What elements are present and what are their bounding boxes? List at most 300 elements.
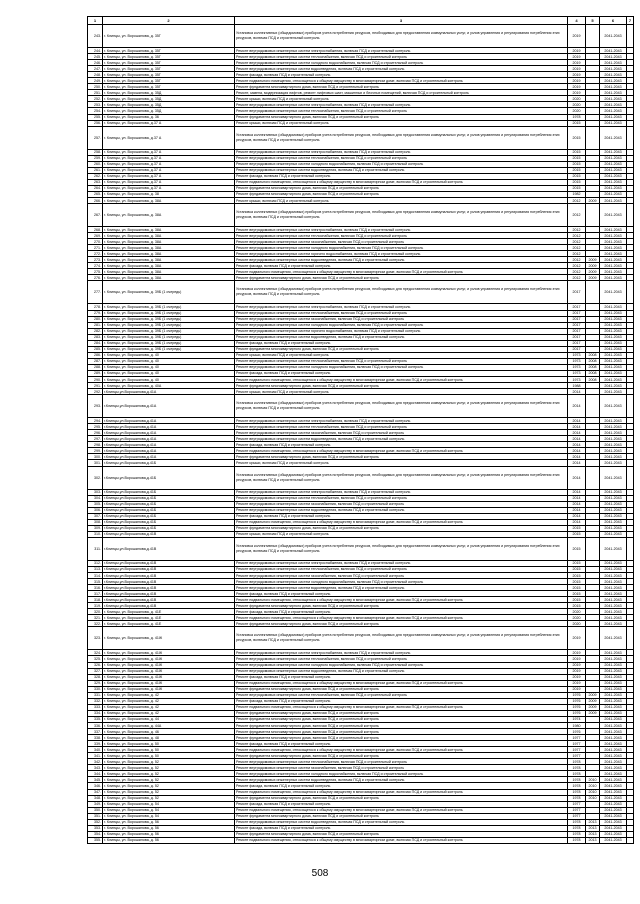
address-cell: г. Клинцы, ул. Ворошилова, д.37 А xyxy=(103,161,235,167)
address-cell: г. Клинцы, ул. Ворошилова, д. 38А xyxy=(103,227,235,233)
planned-period-cell: 2041-2043 xyxy=(600,395,627,418)
address-cell: г.Клинцы,ул.Ворошилова,д.41В xyxy=(103,597,235,603)
row-number: 329. xyxy=(88,680,103,686)
work-type-cell: Ремонт фасада, включая ПСД и строительный контроль xyxy=(235,173,568,179)
address-cell: г. Клинцы, ул. Ворошилова, д. 41Ж xyxy=(103,668,235,674)
planned-period-cell: 2041-2043 xyxy=(600,239,627,245)
address-cell: г.Клинцы,ул.Ворошилова,д.41В xyxy=(103,579,235,585)
year-built-cell: 2012 xyxy=(568,263,586,269)
table-row xyxy=(88,537,634,560)
address-cell: г. Клинцы, ул. Ворошилова, д. 42 xyxy=(103,692,235,698)
address-cell: г.Клинцы,ул.Ворошилова,д.41Б xyxy=(103,489,235,495)
planned-period-cell: 2041-2043 xyxy=(600,560,627,566)
row-number: 315. xyxy=(88,579,103,585)
row-number: 246. xyxy=(88,60,103,66)
address-cell: г. Клинцы, ул. Ворошилова, д. 35Д xyxy=(103,108,235,114)
address-cell: г. Клинцы, ул. Ворошилова, д. 50 xyxy=(103,747,235,753)
planned-period-cell: 2041-2043 xyxy=(600,227,627,233)
last-repair-year-cell: 2008 xyxy=(586,352,600,358)
work-type-cell: Ремонт внутридомовых инженерных систем теплоснабжения, включая ПСД и строительный контроль xyxy=(235,566,568,572)
row-number: 303. xyxy=(88,489,103,495)
work-type-cell: Ремонт подвального помещения, относящегося к общему имуществу в многоквартирном доме, включая ПСД и строительный контроль xyxy=(235,519,568,525)
row-number: 298. xyxy=(88,442,103,448)
work-type-cell: Ремонт внутридомовых инженерных систем холодного водоснабжения, включая ПСД и строительный контроль xyxy=(235,364,568,370)
row-number: 310. xyxy=(88,531,103,537)
last-repair-year-cell: 2008 xyxy=(586,358,600,364)
row-number: 270. xyxy=(88,239,103,245)
address-cell: г. Клинцы, ул. Ворошилова, д. 38А xyxy=(103,269,235,275)
year-built-cell: 2019 xyxy=(568,60,586,66)
work-type-cell: Ремонт внутридомовых инженерных систем теплоснабжения, включая ПСД и строительный контроль xyxy=(235,495,568,501)
last-repair-year-cell: 2010 xyxy=(586,789,600,795)
work-type-cell: Ремонт внутридомовых инженерных систем холодного водоснабжения, включая ПСД и строительный контроль xyxy=(235,161,568,167)
work-type-cell: Ремонт внутридомовых инженерных систем водоотведения, включая ПСД и строительный контроль xyxy=(235,66,568,72)
year-built-cell: 2015 xyxy=(568,531,586,537)
row-number: 343. xyxy=(88,765,103,771)
address-cell: г. Клинцы, ул. Ворошилова, д. 52 xyxy=(103,795,235,801)
row-number: 279. xyxy=(88,310,103,316)
row-number: 300. xyxy=(88,454,103,460)
address-cell: г.Клинцы,ул.Ворошилова,д.41Б xyxy=(103,507,235,513)
work-type-cell: Ремонт крыши, включая ПСД и строительный контроль xyxy=(235,120,568,126)
year-built-cell: 2017 xyxy=(568,328,586,334)
row-number: 311. xyxy=(88,537,103,560)
last-repair-year-cell: 2008 xyxy=(586,377,600,383)
work-type-cell: Ремонт внутридомовых инженерных систем холодного водоснабжения, включая ПСД и строительный контроль xyxy=(235,662,568,668)
row-number: 338. xyxy=(88,735,103,741)
last-repair-year-cell: 2013 xyxy=(586,831,600,837)
work-type-cell: Ремонт внутридомовых инженерных систем водоотведения, включая ПСД и строительный контроль xyxy=(235,167,568,173)
row-number: 321. xyxy=(88,615,103,621)
work-type-cell: Ремонт фасада, включая ПСД и строительный контроль xyxy=(235,72,568,78)
work-type-cell: Ремонт внутридомовых инженерных систем холодного водоснабжения, включая ПСД и строительный контроль xyxy=(235,60,568,66)
year-built-cell: 2020 xyxy=(568,621,586,627)
address-cell: г.Клинцы,ул.Ворошилова,д.41А xyxy=(103,389,235,395)
address-cell: г. Клинцы, ул. Ворошилова, д. 39Б (1 очередь) xyxy=(103,316,235,322)
row-number: 287. xyxy=(88,358,103,364)
work-type-cell: Ремонт фундамента многоквартирного дома, включая ПСД и строительный контроль xyxy=(235,191,568,197)
address-cell: г. Клинцы, ул. Ворошилова, д. 36 xyxy=(103,114,235,120)
address-cell: г. Клинцы, ул. Ворошилова, д. 35Г xyxy=(103,84,235,90)
planned-period-cell: 2041-2043 xyxy=(600,489,627,495)
row-number: 304. xyxy=(88,495,103,501)
last-repair-year-cell: 2008 xyxy=(586,370,600,376)
last-repair-year-cell: 2008 xyxy=(586,364,600,370)
year-built-cell: 2017 xyxy=(568,281,586,304)
year-built-cell: 2014 xyxy=(568,501,586,507)
row-number: 288. xyxy=(88,364,103,370)
planned-period-cell: 2041-2043 xyxy=(600,263,627,269)
page-number: 508 xyxy=(311,868,329,879)
year-built-cell: 2020 xyxy=(568,96,586,102)
last-repair-year-cell: 2013 xyxy=(586,825,600,831)
work-type-cell: Ремонт внутридомовых инженерных систем водоотведения, включая ПСД и строительный контроль xyxy=(235,668,568,674)
row-number: 351. xyxy=(88,813,103,819)
year-built-cell: 2014 xyxy=(568,454,586,460)
year-built-cell: 2019 xyxy=(568,48,586,54)
year-built-cell: 2012 xyxy=(568,204,586,227)
year-built-cell: 2015 xyxy=(568,566,586,572)
year-built-cell: 1977 xyxy=(568,813,586,819)
address-cell: г. Клинцы, ул. Ворошилова, д. 39Б (1 очередь) xyxy=(103,328,235,334)
year-built-cell: 2015 xyxy=(568,161,586,167)
row-number: 305. xyxy=(88,501,103,507)
address-cell: г. Клинцы, ул. Ворошилова, д. 39Б (1 очередь) xyxy=(103,310,235,316)
year-built-cell: 2014 xyxy=(568,430,586,436)
planned-period-cell: 2041-2043 xyxy=(600,155,627,161)
planned-period-cell: 2041-2043 xyxy=(600,257,627,263)
year-built-cell: 2015 xyxy=(568,585,586,591)
table-row xyxy=(88,395,634,418)
last-repair-year-cell xyxy=(586,25,600,48)
address-cell: г. Клинцы, ул. Ворошилова, д. 40 xyxy=(103,370,235,376)
year-built-cell: 2014 xyxy=(568,442,586,448)
planned-period-cell: 2041-2043 xyxy=(600,245,627,251)
year-built-cell: 1978 xyxy=(568,795,586,801)
planned-period-cell: 2041-2043 xyxy=(600,102,627,108)
address-cell: г. Клинцы, ул. Ворошилова, д. 52 xyxy=(103,777,235,783)
address-cell: г. Клинцы, ул. Ворошилова, д.37 А xyxy=(103,126,235,149)
last-repair-year-cell xyxy=(586,466,600,489)
row-number: 334. xyxy=(88,710,103,716)
address-cell: г. Клинцы, ул. Ворошилова, д. 41Ж xyxy=(103,656,235,662)
planned-period-cell: 2041-2043 xyxy=(600,352,627,358)
work-type-cell: Ремонт внутридомовых инженерных систем холодного водоснабжения, включая ПСД и строительный контроль xyxy=(235,245,568,251)
year-built-cell: 2017 xyxy=(568,340,586,346)
planned-period-cell: 2041-2043 xyxy=(600,383,627,389)
year-built-cell: 2015 xyxy=(568,597,586,603)
address-cell: г. Клинцы, ул. Ворошилова, д. 38А xyxy=(103,263,235,269)
planned-period-cell: 2041-2043 xyxy=(600,346,627,352)
address-cell: г. Клинцы, ул. Ворошилова, д. 41Ж xyxy=(103,680,235,686)
planned-period-cell: 2041-2043 xyxy=(600,424,627,430)
year-built-cell: 2012 xyxy=(568,251,586,257)
year-built-cell: 2019 xyxy=(568,656,586,662)
year-built-cell: 1988 xyxy=(568,383,586,389)
address-cell: г.Клинцы,ул.Ворошилова,д.41В xyxy=(103,560,235,566)
work-type-cell: Ремонт внутридомовых инженерных систем газоснабжения, включая ПСД и строительный контроль xyxy=(235,239,568,245)
empty-cell xyxy=(627,281,634,304)
year-built-cell: 2019 xyxy=(568,25,586,48)
empty-cell xyxy=(627,25,634,48)
work-type-cell: Ремонт внутридомовых инженерных систем теплоснабжения, включая ПСД и строительный контроль xyxy=(235,310,568,316)
work-type-cell: Установка коллективных (общедомовых) приборов учета потребления ресурсов, необходимых для предоставления коммунальных услуг, и узлов управления и регулирования потребления этих ресурсов, включая ПСД и строительный контроль xyxy=(235,204,568,227)
planned-period-cell: 2041-2043 xyxy=(600,60,627,66)
planned-period-cell: 2041-2043 xyxy=(600,650,627,656)
row-number: 252. xyxy=(88,96,103,102)
address-cell: г. Клинцы, ул. Ворошилова, д. 38А xyxy=(103,233,235,239)
planned-period-cell: 2041-2043 xyxy=(600,609,627,615)
address-cell: г.Клинцы,ул.Ворошилова,д.41Б xyxy=(103,460,235,466)
planned-period-cell: 2041-2043 xyxy=(600,466,627,489)
planned-period-cell: 2041-2043 xyxy=(600,161,627,167)
planned-period-cell: 2041-2043 xyxy=(600,436,627,442)
row-number: 313. xyxy=(88,566,103,572)
address-cell: г.Клинцы,ул.Ворошилова,д.41Б xyxy=(103,495,235,501)
row-number: 331. xyxy=(88,692,103,698)
year-built-cell: 2020 xyxy=(568,102,586,108)
last-repair-year-cell: 2009 xyxy=(586,692,600,698)
row-number: 264. xyxy=(88,185,103,191)
address-cell: г. Клинцы, ул. Ворошилова, д. 52 xyxy=(103,789,235,795)
work-type-cell: Установка коллективных (общедомовых) приборов учета потребления ресурсов, необходимых для предоставления коммунальных услуг, и узлов управления и регулирования потребления этих ресурсов, включая ПСД и строительный контроль xyxy=(235,627,568,650)
work-type-cell: Ремонт фундамента многоквартирного дома, включая ПСД и строительный контроль xyxy=(235,383,568,389)
year-built-cell: 1974 xyxy=(568,716,586,722)
address-cell: г. Клинцы, ул. Ворошилова, д. 50 xyxy=(103,741,235,747)
address-cell: г.Клинцы,ул.Ворошилова,д.41В xyxy=(103,573,235,579)
address-cell: г. Клинцы, ул. Ворошилова, д. 52 xyxy=(103,759,235,765)
last-repair-year-cell: 2009 xyxy=(586,197,600,203)
planned-period-cell: 2041-2043 xyxy=(600,310,627,316)
address-cell: г.Клинцы,ул.Ворошилова,д.41В xyxy=(103,537,235,560)
planned-period-cell: 2041-2043 xyxy=(600,507,627,513)
address-cell: г. Клинцы, ул. Ворошилова, д. 41Ж xyxy=(103,627,235,650)
last-repair-year-cell: 2009 xyxy=(586,257,600,263)
work-type-cell: Ремонт внутридомовых инженерных систем теплоснабжения, включая ПСД и строительный контроль xyxy=(235,759,568,765)
year-built-cell: 1978 xyxy=(568,819,586,825)
planned-period-cell: 2041-2043 xyxy=(600,460,627,466)
row-number: 283. xyxy=(88,334,103,340)
empty-cell xyxy=(627,627,634,650)
work-type-cell: Ремонт фасада, включая ПСД и строительный контроль xyxy=(235,370,568,376)
planned-period-cell: 2041-2043 xyxy=(600,370,627,376)
planned-period-cell: 2041-2043 xyxy=(600,275,627,281)
work-type-cell: Ремонт внутридомовых инженерных систем электроснабжения, включая ПСД и строительный контроль xyxy=(235,560,568,566)
year-built-cell: 2019 xyxy=(568,78,586,84)
work-type-cell: Ремонт крыши, включая ПСД и строительный контроль xyxy=(235,197,568,203)
row-number: 272. xyxy=(88,251,103,257)
table-row xyxy=(88,281,634,304)
row-number: 322. xyxy=(88,621,103,627)
work-type-cell: Ремонт внутридомовых инженерных систем водоотведения, включая ПСД и строительный контроль xyxy=(235,777,568,783)
planned-period-cell: 2041-2043 xyxy=(600,513,627,519)
work-type-cell: Ремонт внутридомовых инженерных систем газоснабжения, включая ПСД и строительный контроль xyxy=(235,430,568,436)
work-type-cell: Установка коллективных (общедомовых) приборов учета потребления ресурсов, необходимых для предоставления коммунальных услуг, и узлов управления и регулирования потребления этих ресурсов, включая ПСД и строительный контроль xyxy=(235,466,568,489)
planned-period-cell: 2041-2043 xyxy=(600,448,627,454)
year-built-cell: 1978 xyxy=(568,114,586,120)
row-number: 306. xyxy=(88,507,103,513)
row-number: 314. xyxy=(88,573,103,579)
planned-period-cell: 2041-2043 xyxy=(600,747,627,753)
planned-period-cell: 2041-2043 xyxy=(600,674,627,680)
work-type-cell: Установка коллективных (общедомовых) приборов учета потребления ресурсов, необходимых для предоставления коммунальных услуг, и узлов управления и регулирования потребления этих ресурсов, включая ПСД и строительный контроль xyxy=(235,126,568,149)
empty-cell xyxy=(627,837,634,843)
planned-period-cell: 2041-2043 xyxy=(600,430,627,436)
planned-period-cell: 2041-2043 xyxy=(600,96,627,102)
address-cell: г. Клинцы, ул. Ворошилова, д.37 А xyxy=(103,149,235,155)
year-built-cell: 2017 xyxy=(568,304,586,310)
year-built-cell: 2020 xyxy=(568,108,586,114)
work-type-cell: Ремонт фасада, включая ПСД и строительный контроль xyxy=(235,741,568,747)
year-built-cell: 1982 xyxy=(568,191,586,197)
last-repair-year-cell: 2010 xyxy=(586,777,600,783)
address-cell: г.Клинцы,ул.Ворошилова,д.41Б xyxy=(103,466,235,489)
year-built-cell: 1977 xyxy=(568,735,586,741)
year-built-cell: 2015 xyxy=(568,173,586,179)
row-number: 268. xyxy=(88,227,103,233)
work-type-cell: Ремонт подвального помещения, относящегося к общему имуществу в многоквартирном доме, включая ПСД и строительный контроль xyxy=(235,448,568,454)
address-cell: г. Клинцы, ул. Ворошилова, д. 41Ж xyxy=(103,686,235,692)
empty-cell xyxy=(627,466,634,489)
work-type-cell: Ремонт фундамента многоквартирного дома, включая ПСД и строительный контроль xyxy=(235,753,568,759)
planned-period-cell: 2041-2043 xyxy=(600,377,627,383)
planned-period-cell: 2041-2043 xyxy=(600,48,627,54)
planned-period-cell: 2041-2043 xyxy=(600,801,627,807)
year-built-cell: 1978 xyxy=(568,789,586,795)
table-row xyxy=(88,126,634,149)
planned-period-cell: 2041-2043 xyxy=(600,328,627,334)
row-number: 296. xyxy=(88,430,103,436)
year-built-cell: 1976 xyxy=(568,729,586,735)
work-type-cell: Ремонт внутридомовых инженерных систем электроснабжения, включая ПСД и строительный контроль xyxy=(235,149,568,155)
row-number: 339. xyxy=(88,741,103,747)
last-repair-year-cell xyxy=(586,281,600,304)
last-repair-year-cell: 2009 xyxy=(586,269,600,275)
year-built-cell: 2019 xyxy=(568,54,586,60)
last-repair-year-cell xyxy=(586,627,600,650)
address-cell: г.Клинцы,ул.Ворошилова,д.41А xyxy=(103,395,235,418)
last-repair-year-cell: 2009 xyxy=(586,698,600,704)
row-number: 282. xyxy=(88,328,103,334)
year-built-cell: 1980 xyxy=(568,722,586,728)
row-number: 290. xyxy=(88,377,103,383)
work-type-cell: Ремонт внутридомовых инженерных систем водоотведения, включая ПСД и строительный контроль xyxy=(235,507,568,513)
planned-period-cell: 2041-2043 xyxy=(600,807,627,813)
year-built-cell: 2015 xyxy=(568,149,586,155)
work-type-cell: Ремонт подвального помещения, относящегося к общему имуществу в многоквартирном доме, включая ПСД и строительный контроль xyxy=(235,789,568,795)
planned-period-cell: 2041-2043 xyxy=(600,233,627,239)
row-number: 325. xyxy=(88,656,103,662)
row-number: 318. xyxy=(88,597,103,603)
address-cell: г. Клинцы, ул. Ворошилова, д. 52 xyxy=(103,771,235,777)
header-cell: 3 xyxy=(235,17,568,25)
year-built-cell: 2019 xyxy=(568,674,586,680)
header-cell: 5 xyxy=(586,17,600,25)
work-type-cell: Ремонт подвального помещения, относящегося к общему имуществу в многоквартирном доме, включая ПСД и строительный контроль xyxy=(235,747,568,753)
row-number: 344. xyxy=(88,771,103,777)
row-number: 275. xyxy=(88,269,103,275)
year-built-cell: 2014 xyxy=(568,489,586,495)
row-number: 271. xyxy=(88,245,103,251)
row-number: 341. xyxy=(88,753,103,759)
planned-period-cell: 2041-2043 xyxy=(600,837,627,843)
address-cell: г. Клинцы, ул. Ворошилова, д. 41Ж xyxy=(103,662,235,668)
work-type-cell: Ремонт крыши, включая ПСД и строительный контроль xyxy=(235,352,568,358)
row-number: 333. xyxy=(88,704,103,710)
planned-period-cell: 2041-2043 xyxy=(600,831,627,837)
year-built-cell: 1973 xyxy=(568,352,586,358)
year-built-cell: 1978 xyxy=(568,777,586,783)
row-number: 244. xyxy=(88,48,103,54)
year-built-cell: 1978 xyxy=(568,759,586,765)
year-built-cell: 2015 xyxy=(568,185,586,191)
planned-period-cell: 2041-2043 xyxy=(600,173,627,179)
last-repair-year-cell xyxy=(586,126,600,149)
row-number: 256. xyxy=(88,120,103,126)
year-built-cell: 2017 xyxy=(568,346,586,352)
year-built-cell: 2019 xyxy=(568,72,586,78)
planned-period-cell: 2041-2043 xyxy=(600,84,627,90)
year-built-cell: 1978 xyxy=(568,765,586,771)
work-type-cell: Ремонт фасада, включая ПСД и строительный контроль xyxy=(235,340,568,346)
address-cell: г. Клинцы, ул. Ворошилова, д. 41Е xyxy=(103,615,235,621)
planned-period-cell: 2041-2043 xyxy=(600,680,627,686)
year-built-cell: 1973 xyxy=(568,370,586,376)
year-built-cell: 1978 xyxy=(568,837,586,843)
work-type-cell: Ремонт внутридомовых инженерных систем горячего водоснабжения, включая ПСД и строительный контроль xyxy=(235,328,568,334)
address-cell: г. Клинцы, ул. Ворошилова, д. 35Г xyxy=(103,66,235,72)
year-built-cell: 1973 xyxy=(568,358,586,364)
planned-period-cell: 2041-2043 xyxy=(600,54,627,60)
planned-period-cell: 2041-2043 xyxy=(600,418,627,424)
address-cell: г. Клинцы, ул. Ворошилова, д. 39Б (1 очередь) xyxy=(103,322,235,328)
work-type-cell: Ремонт внутридомовых инженерных систем теплоснабжения, включая ПСД и строительный контроль xyxy=(235,656,568,662)
planned-period-cell: 2041-2043 xyxy=(600,591,627,597)
planned-period-cell: 2041-2043 xyxy=(600,795,627,801)
work-type-cell: Ремонт внутридомовых инженерных систем теплоснабжения, включая ПСД и строительный контроль xyxy=(235,54,568,60)
work-type-cell: Ремонт внутридомовых инженерных систем теплоснабжения, включая ПСД и строительный контроль xyxy=(235,155,568,161)
year-built-cell: 2019 xyxy=(568,66,586,72)
row-number: 309. xyxy=(88,525,103,531)
row-number: 335. xyxy=(88,716,103,722)
planned-period-cell: 2041-2043 xyxy=(600,322,627,328)
address-cell: г. Клинцы, ул. Ворошилова, д. 35Д xyxy=(103,90,235,96)
row-number: 266. xyxy=(88,197,103,203)
work-type-cell: Ремонт фундамента многоквартирного дома, включая ПСД и строительный контроль xyxy=(235,621,568,627)
year-built-cell: 1978 xyxy=(568,771,586,777)
address-cell: г.Клинцы,ул.Ворошилова,д.41А xyxy=(103,454,235,460)
row-number: 280. xyxy=(88,316,103,322)
year-built-cell: 2017 xyxy=(568,322,586,328)
row-number: 250. xyxy=(88,84,103,90)
planned-period-cell: 2041-2043 xyxy=(600,783,627,789)
address-cell: г. Клинцы, ул. Ворошилова, д. 38А xyxy=(103,197,235,203)
year-built-cell: 2014 xyxy=(568,519,586,525)
work-type-cell: Ремонт фундамента многоквартирного дома, включая ПСД и строительный контроль xyxy=(235,603,568,609)
year-built-cell: 2019 xyxy=(568,686,586,692)
planned-period-cell: 2041-2043 xyxy=(600,251,627,257)
address-cell: г. Клинцы, ул. Ворошилова, д. 35Г xyxy=(103,60,235,66)
row-number: 347. xyxy=(88,789,103,795)
work-type-cell: Ремонт внутридомовых инженерных систем электроснабжения, включая ПСД и строительный контроль xyxy=(235,650,568,656)
address-cell: г. Клинцы, ул. Ворошилова, д. 35Г xyxy=(103,72,235,78)
year-built-cell: 2015 xyxy=(568,579,586,585)
work-type-cell: Ремонт внутридомовых инженерных систем водоотведения, включая ПСД и строительный контроль xyxy=(235,257,568,263)
work-type-cell: Установка коллективных (общедомовых) приборов учета потребления ресурсов, необходимых для предоставления коммунальных услуг, и узлов управления и регулирования потребления этих ресурсов, включая ПСД и строительный контроль xyxy=(235,395,568,418)
header-cell: 7 xyxy=(627,17,634,25)
header-cell: 1 xyxy=(88,17,103,25)
work-type-cell: Установка коллективных (общедомовых) приборов учета потребления ресурсов, необходимых для предоставления коммунальных услуг, и узлов управления и регулирования потребления этих ресурсов, включая ПСД и строительный контроль xyxy=(235,281,568,304)
year-built-cell: 2019 xyxy=(568,668,586,674)
address-cell: г. Клинцы, ул. Ворошилова, д. 35Г xyxy=(103,25,235,48)
row-number: 286. xyxy=(88,352,103,358)
year-built-cell: 1978 xyxy=(568,831,586,837)
last-repair-year-cell: 2013 xyxy=(586,819,600,825)
empty-cell xyxy=(627,126,634,149)
planned-period-cell: 2041-2043 xyxy=(600,753,627,759)
row-number: 284. xyxy=(88,340,103,346)
planned-period-cell: 2041-2043 xyxy=(600,179,627,185)
work-type-cell: Ремонт внутридомовых инженерных систем газоснабжения, включая ПСД и строительный контроль xyxy=(235,573,568,579)
work-type-cell: Ремонт подвального помещения, относящегося к общему имуществу в многоквартирном доме, включая ПСД и строительный контроль xyxy=(235,597,568,603)
planned-period-cell: 2041-2043 xyxy=(600,789,627,795)
work-type-cell: Ремонт внутридомовых инженерных систем теплоснабжения, включая ПСД и строительный контроль xyxy=(235,424,568,430)
year-built-cell: 2020 xyxy=(568,615,586,621)
address-cell: г.Клинцы,ул.Ворошилова,д.41А xyxy=(103,418,235,424)
last-repair-year-cell: 2010 xyxy=(586,795,600,801)
year-built-cell: 2012 xyxy=(568,239,586,245)
planned-period-cell: 2041-2043 xyxy=(600,167,627,173)
